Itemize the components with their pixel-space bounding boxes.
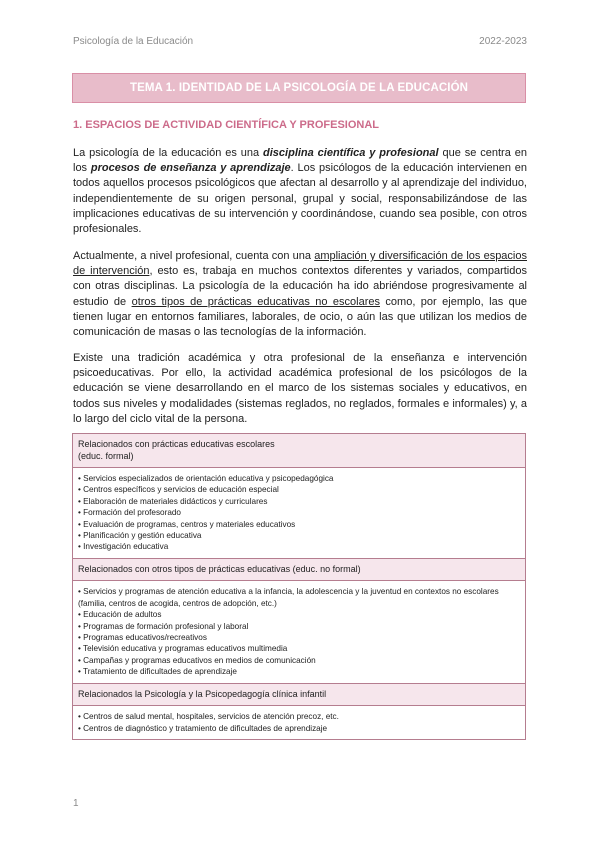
intervention-spaces-table [72,433,526,740]
p1-text-e: . Los psicólogos de la educación intervienen en todos aquellos procesos psicológicos que afectan al desarrollo y al aprendizaje del individuo, independientemente de su origen personal, grupal y social, responsabilizándose de las implicaciones educativas de su intervención y coordinándose, cuando sea posible, con otros profesionales. [73,162,527,236]
list-item: • Planificación y gestión educativa [78,531,202,541]
table-heading-line: Relacionados con otros tipos de prácticas educativas (educ. no formal) [78,563,361,574]
header-course: Psicología de la Educación [73,36,194,47]
table-heading-line: Relacionados la Psicología y la Psicopedagogía clínica infantil [78,688,327,699]
list-item: • Evaluación de programas, centros y materiales educativos [78,519,296,529]
list-item: • Formación del profesorado [78,508,181,518]
table-section-body [73,706,525,739]
section-title: 1. ESPACIOS DE ACTIVIDAD CIENTÍFICA Y PROFESIONAL [73,119,380,131]
p1-emphasis-processes: procesos de enseñanza y aprendizaje [90,162,291,175]
p2-text-e: como, por ejemplo, las que tienen lugar en entornos familiares, laborales, de ocio, o aún las que utilizan los medios de comunicación de masas o las tecnologías de la información. [73,295,527,339]
list-item: • Centros específicos y servicios de educación especial [78,485,279,495]
paragraph-2 [73,249,527,340]
list-item: • Programas de formación profesional y laboral [78,621,249,631]
list-item: • Servicios especializados de orientación educativa y psicopedagógica [78,474,334,483]
paragraph-1 [73,146,527,237]
p1-text-c: que se centra en los [73,147,527,175]
list-item: • Servicios y programas de atención educativa a la infancia, la adolescencia y la juventud en contextos no escolares (familia, centros de acogida, centros de adopción, etc.) [78,587,499,608]
list-item: • Campañas y programas educativos en medios de comunicación [78,655,316,665]
p1-text-a: La psicología de la educación es una [73,147,264,159]
p2-text-a: Actualmente, a nivel profesional, cuenta con una [73,250,315,262]
table-section-body [73,581,525,683]
page-number: 1 [73,798,79,809]
list-item: • Tratamiento de dificultades de aprendizaje [78,667,237,677]
list-item: • Educación de adultos [78,610,162,620]
table-section-heading [73,434,525,468]
list-item: • Programas educativos/recreativos [78,632,207,642]
p2-underline-spaces: ampliación y diversificación de los espacios de intervención [73,250,527,278]
list-item: • Investigación educativa [78,542,169,552]
list-item: • Elaboración de materiales didácticos y curriculares [78,496,268,506]
paragraph-3: Existe una tradición académica y otra profesional de la enseñanza e intervención psicoeducativas. Por ello, la actividad académica profesional de los psicólogos de la educación se viene desarrollando en el marco de los sistemas sociales y educativos, en todos sus niveles y modalidades (sistemas reglados, no reglados, formales e informales) y, a lo largo del ciclo vital de la persona. [73,352,527,425]
table-heading-line: (educ. formal) [78,450,134,461]
p2-text-c: , esto es, trabaja en muchos contextos diferentes y variados, compartidos con otras disciplinas. La psicología de la educación ha ido abriéndose progresivamente al estudio de [73,265,527,308]
table-section-heading [73,559,525,582]
header-year: 2022-2023 [479,36,527,47]
list-item: • Centros de salud mental, hospitales, servicios de atención precoz, etc. [78,712,339,722]
topic-title: TEMA 1. IDENTIDAD DE LA PSICOLOGÍA DE LA EDUCACIÓN [129,82,469,94]
topic-title-box [72,73,526,103]
list-item: • Televisión educativa y programas educativos multimedia [78,644,288,654]
table-section-body [73,468,525,559]
table-section-heading [73,684,525,707]
p2-underline-practices: otros tipos de prácticas educativas no escolares [131,295,380,308]
list-item: • Centros de diagnóstico y tratamiento de dificultades de aprendizaje [78,723,328,733]
p1-emphasis-discipline: disciplina científica y profesional [263,147,439,159]
table-heading-line: Relacionados con prácticas educativas escolares [78,439,275,449]
